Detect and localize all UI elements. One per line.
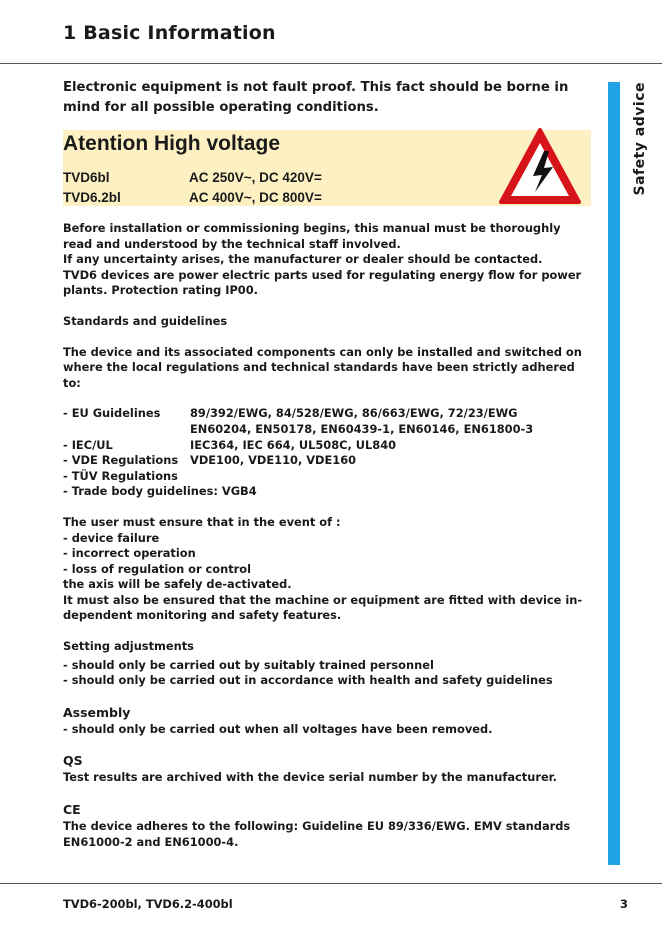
standards-heading: Standards and guidelines [63,313,228,328]
guideline-row [63,422,533,438]
intro-text: Electronic equipment is not fault proof. This fact should be borne in mind for all possible operating conditions. [63,80,569,115]
list-item: - device failure [63,530,160,545]
list-item: - should only be carried out in accordance with health and safety guidelines [63,673,553,688]
warning-spec: AC 400V~, DC 800V= [189,190,322,205]
guideline-value: IEC364, IEC 664, UL508C, UL840 [190,437,397,452]
warning-model: TVD6bl [63,170,110,185]
warning-spec: AC 250V~, DC 420V= [189,170,322,185]
page-number: 3 [620,897,628,911]
setting-heading: Setting adjustments [63,639,194,654]
section-side-bar [608,82,620,865]
guideline-label: - VDE Regulations [63,453,179,468]
guideline-value: 89/392/EWG, 84/528/EWG, 86/663/EWG, 72/23/EWG [190,406,518,421]
list-item: - incorrect operation [63,546,196,561]
guideline-row [63,484,533,500]
high-voltage-warning-icon [497,126,583,206]
guideline-value [190,469,533,485]
paragraph: the axis will be safely de-activated. [63,577,292,592]
page-content [63,78,591,850]
warning-title: Atention High voltage [63,132,280,155]
guideline-label: - EU Guidelines [63,406,161,421]
guideline-row [63,406,533,422]
guideline-row [63,438,533,454]
guideline-label: - IEC/UL [63,437,113,452]
guidelines-table [63,406,533,500]
list-item: - loss of regulation or control [63,561,252,576]
guideline-label: - TÜV Regulations [63,468,178,483]
assembly-heading: Assembly [63,704,131,720]
guideline-value: VDE100, VDE110, VDE160 [190,453,357,468]
assembly-text: - should only be carried out when all voltages have been removed. [63,721,493,736]
user-ensure-intro: The user must ensure that in the event of : [63,514,341,529]
page-title: 1 Basic Information [63,22,276,44]
high-voltage-warning-box [63,130,591,206]
qs-heading: QS [63,753,83,769]
footer-rule [0,883,662,884]
guideline-label: - Trade body guidelines: VGB4 [63,484,257,499]
warning-row [63,190,322,205]
guideline-value: EN60204, EN50178, EN60439-1, EN60146, EN61800-3 [190,421,534,436]
guideline-row [63,469,533,485]
header-rule [0,63,662,64]
guideline-row [63,453,533,469]
footer-model-names: TVD6-200bl, TVD6.2-400bl [63,897,233,911]
warning-model: TVD6.2bl [63,190,121,205]
warning-row [63,170,322,185]
paragraph: If any uncertainty arises, the manufacturer or dealer should be contacted. [63,252,543,267]
paragraph: The device and its associated components can only be installed and switched on where the local regulations and technical standards have been strictly adhered to: [63,344,582,390]
guideline-label [63,422,190,438]
paragraph: It must also be ensured that the machine or equipment are fitted with device in-dependent monitoring and safety features. [63,592,583,623]
paragraph: TVD6 devices are power electric parts used for regulating energy flow for power plants. Protection rating IP00. [63,267,582,298]
qs-text: Test results are archived with the device serial number by the manufacturer. [63,770,557,785]
section-side-label: Safety advice [632,82,648,196]
ce-heading: CE [63,802,81,818]
paragraph: Before installation or commissioning begins, this manual must be thoroughly read and understood by the technical staff involved. [63,221,561,251]
list-item: - should only be carried out by suitably trained personnel [63,657,434,672]
ce-text: The device adheres to the following: Guideline EU 89/336/EWG. EMV standards EN61000-2 and EN61000-4. [63,819,571,849]
